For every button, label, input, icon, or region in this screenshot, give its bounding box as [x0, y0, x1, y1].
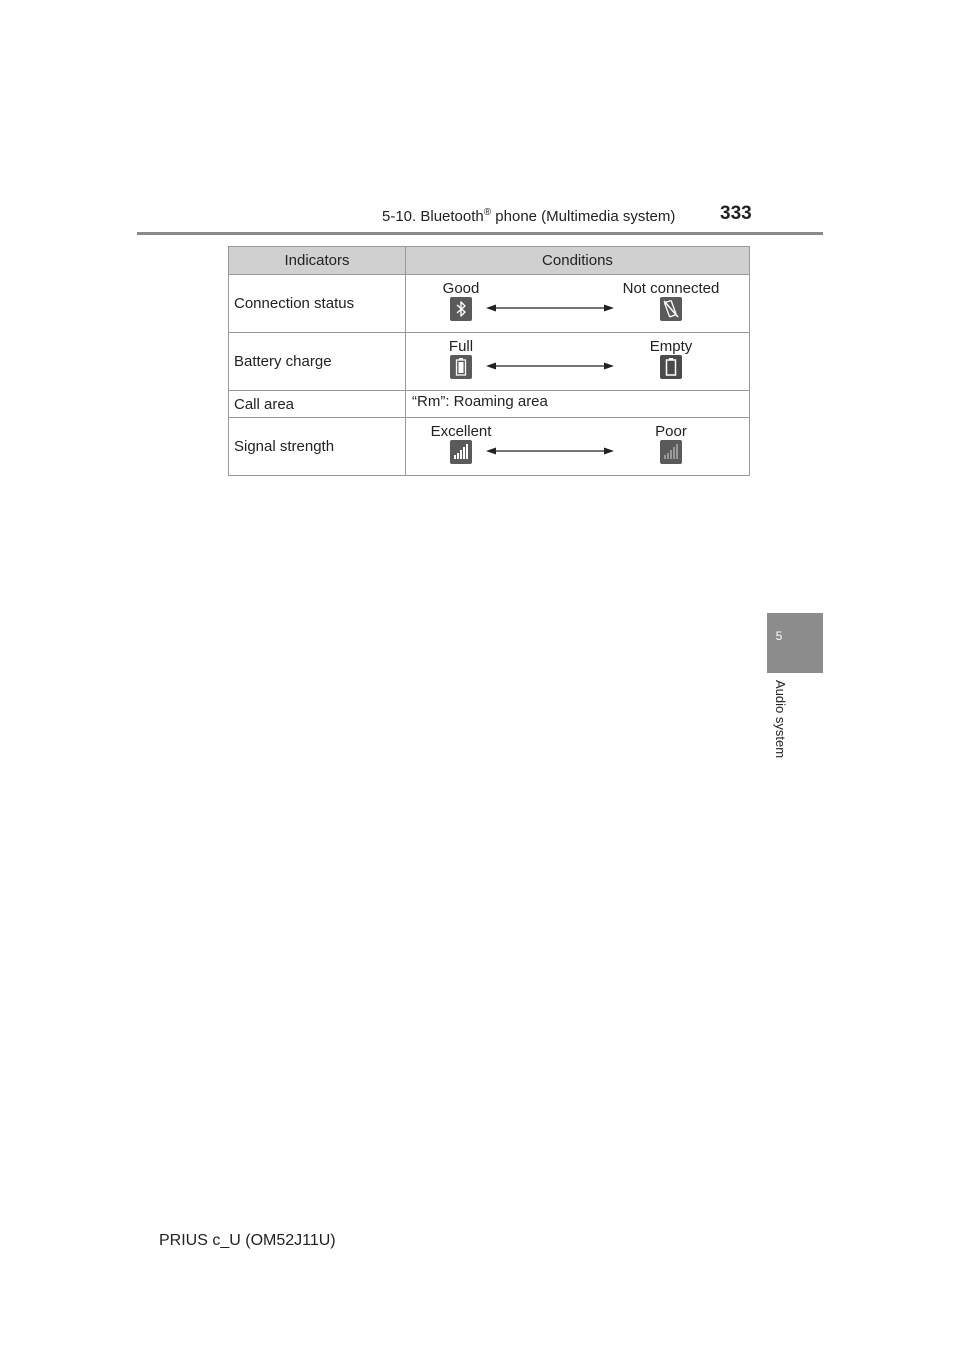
table-row [229, 333, 750, 391]
phone-disconnected-icon [660, 297, 682, 321]
header-indicators: Indicators [229, 247, 406, 275]
footer-model-code: PRIUS c_U (OM52J11U) [159, 1232, 336, 1249]
header-title-prefix: 5-10. Bluetooth [382, 208, 484, 225]
condition-left-label: Excellent [430, 423, 492, 440]
registered-mark: ® [483, 207, 492, 218]
battery-empty-icon [660, 355, 682, 379]
header-conditions: Conditions [406, 247, 750, 275]
condition-cell [406, 333, 750, 391]
header-title-suffix: phone (Multimedia system) [491, 208, 676, 225]
condition-cell [406, 418, 750, 476]
range-arrow-icon [486, 359, 614, 373]
battery-full-icon [450, 355, 472, 379]
page-header-title [382, 207, 675, 225]
condition-cell [406, 275, 750, 333]
table-row [229, 275, 750, 333]
range-arrow-icon [486, 444, 614, 458]
chapter-number: 5 [775, 629, 783, 643]
chapter-label [764, 680, 794, 780]
signal-poor-icon [660, 440, 682, 464]
chapter-tab [767, 613, 823, 673]
table-row [229, 391, 750, 418]
signal-excellent-icon [450, 440, 472, 464]
condition-left-label: Full [448, 338, 474, 355]
condition-right-label: Not connected [622, 280, 720, 297]
chapter-label-text: Audio system [773, 680, 788, 759]
page-number: 333 [720, 203, 752, 224]
condition-right-label: Poor [655, 423, 687, 440]
condition-cell [406, 391, 750, 418]
condition-right-label: Empty [649, 338, 693, 355]
indicator-cell: Battery charge [229, 333, 406, 391]
table-header-row [229, 247, 750, 275]
indicator-cell: Connection status [229, 275, 406, 333]
indicator-cell: Call area [229, 391, 406, 418]
indicator-cell: Signal strength [229, 418, 406, 476]
table-row [229, 418, 750, 476]
indicators-table [228, 246, 750, 476]
condition-left-label: Good [442, 280, 480, 297]
condition-text: “Rm”: Roaming area [412, 393, 548, 410]
header-divider [137, 232, 823, 235]
range-arrow-icon [486, 301, 614, 315]
bluetooth-icon [450, 297, 472, 321]
